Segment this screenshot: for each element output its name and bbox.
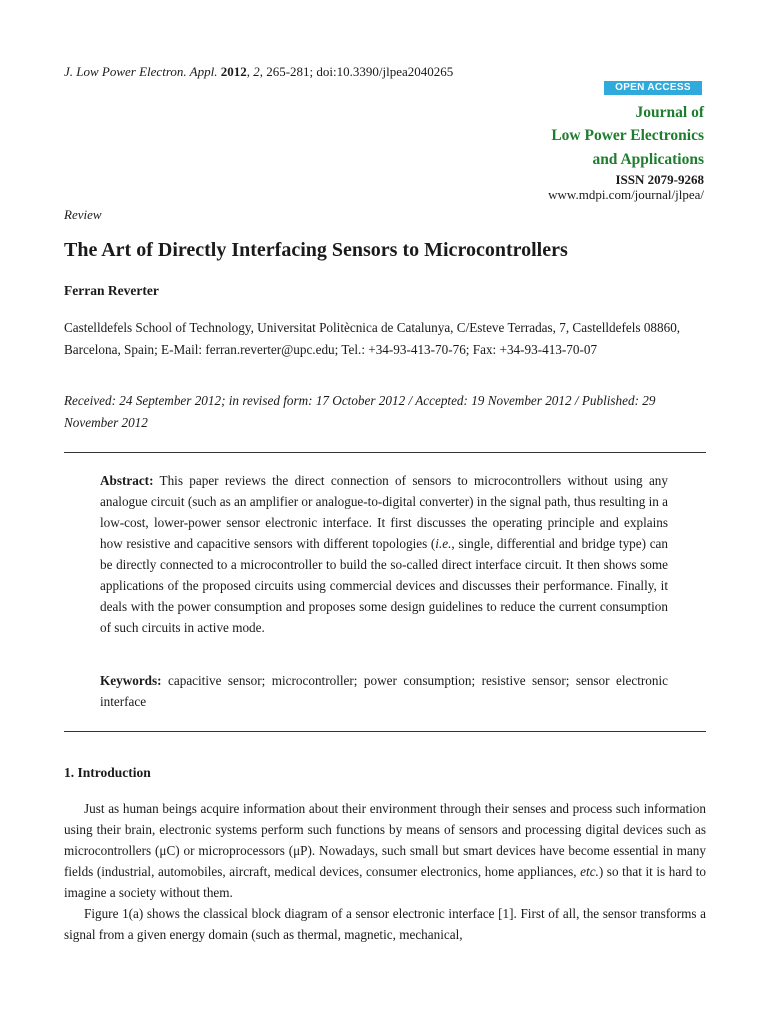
intro-paragraph-2: Figure 1(a) shows the classical block diagram of a sensor electronic interface [1]. First of all, the sensor transforms a signal from a given energy domain (such as thermal, magnetic, mechanical, xyxy=(64,906,706,942)
keywords-text: capacitive sensor; microcontroller; power consumption; resistive sensor; sensor electronic interface xyxy=(100,673,668,709)
divider-top xyxy=(64,452,706,453)
intro-p1-text-2: ) so that it is hard to imagine a society without them. xyxy=(64,864,706,900)
open-access-badge: OPEN ACCESS xyxy=(604,81,702,95)
intro-p1-etc: etc. xyxy=(580,864,599,879)
journal-name-line2: Low Power Electronics xyxy=(551,127,704,144)
abstract-label: Abstract: xyxy=(100,473,154,488)
keywords xyxy=(100,670,668,712)
abstract xyxy=(100,470,668,638)
section-heading-introduction: 1. Introduction xyxy=(64,765,151,780)
year: 2012 xyxy=(220,64,247,79)
abstract-text-1: This paper reviews the direct connection of sensors to microcontrollers without using any analogue circuit (such as an amplifier or analogue-to-digital converter) in the signal path, thus resulting in a low-cost, lower-power sensor electronic interface. It first discusses the operating principle and explains how resistive and capacitive sensors with different topologies ( xyxy=(100,473,668,551)
pages-doi: , 265-281; doi:10.3390/jlpea2040265 xyxy=(259,64,454,79)
abstract-text-2: , single, differential and bridge type) can be directly connected to a microcontroller to build the so-called direct interface circuit. It then shows some applications of the proposed circuits using commercial devices and discusses their performance. Finally, it deals with the power consumption and proposes some design guidelines to reduce the current consumption of such circuits in active mode. xyxy=(100,536,668,635)
journal-name-line1: Journal of xyxy=(635,104,704,121)
issn: ISSN 2079-9268 xyxy=(615,172,704,187)
abstract-ie: i.e. xyxy=(435,536,452,551)
article-title: The Art of Directly Interfacing Sensors to Microcontrollers xyxy=(64,239,568,261)
journal-name-line3: and Applications xyxy=(592,151,704,168)
journal-abbrev: J. Low Power Electron. Appl. xyxy=(64,64,218,79)
intro-paragraph-1 xyxy=(64,798,706,903)
author-affiliation: Castelldefels School of Technology, Universitat Politècnica de Catalunya, C/Esteve Terradas, 7, Castelldefels 08860, Barcelona, Spain; E-Mail: ferran.reverter@upc.edu; Tel.: +34-93-413-70-76; Fax: +34-93-413-70-07 xyxy=(64,320,681,357)
author-name: Ferran Reverter xyxy=(64,283,159,298)
volume: 2 xyxy=(253,64,260,79)
article-dates: Received: 24 September 2012; in revised form: 17 October 2012 / Accepted: 19 November 2012 / Published: 29 November 2012 xyxy=(64,393,656,430)
divider-bottom xyxy=(64,731,706,732)
article-type: Review xyxy=(64,207,102,222)
intro-p1-text-1: Just as human beings acquire information about their environment through their senses and process such information using their brain, electronic systems perform such functions by means of sensors and processing digital devices such as microcontrollers (μC) or microprocessors (μP). Nowadays, such small but smart devices have become essential in many fields (industrial, automobiles, aircraft, medical devices, consumer electronics, home appliances, xyxy=(64,801,706,879)
journal-website-link[interactable]: www.mdpi.com/journal/jlpea/ xyxy=(548,187,704,202)
keywords-label: Keywords: xyxy=(100,673,162,688)
introduction-body xyxy=(64,798,706,945)
citation-line: J. Low Power Electron. Appl. 2012, 2, 265-281; doi:10.3390/jlpea2040265 xyxy=(64,64,454,79)
